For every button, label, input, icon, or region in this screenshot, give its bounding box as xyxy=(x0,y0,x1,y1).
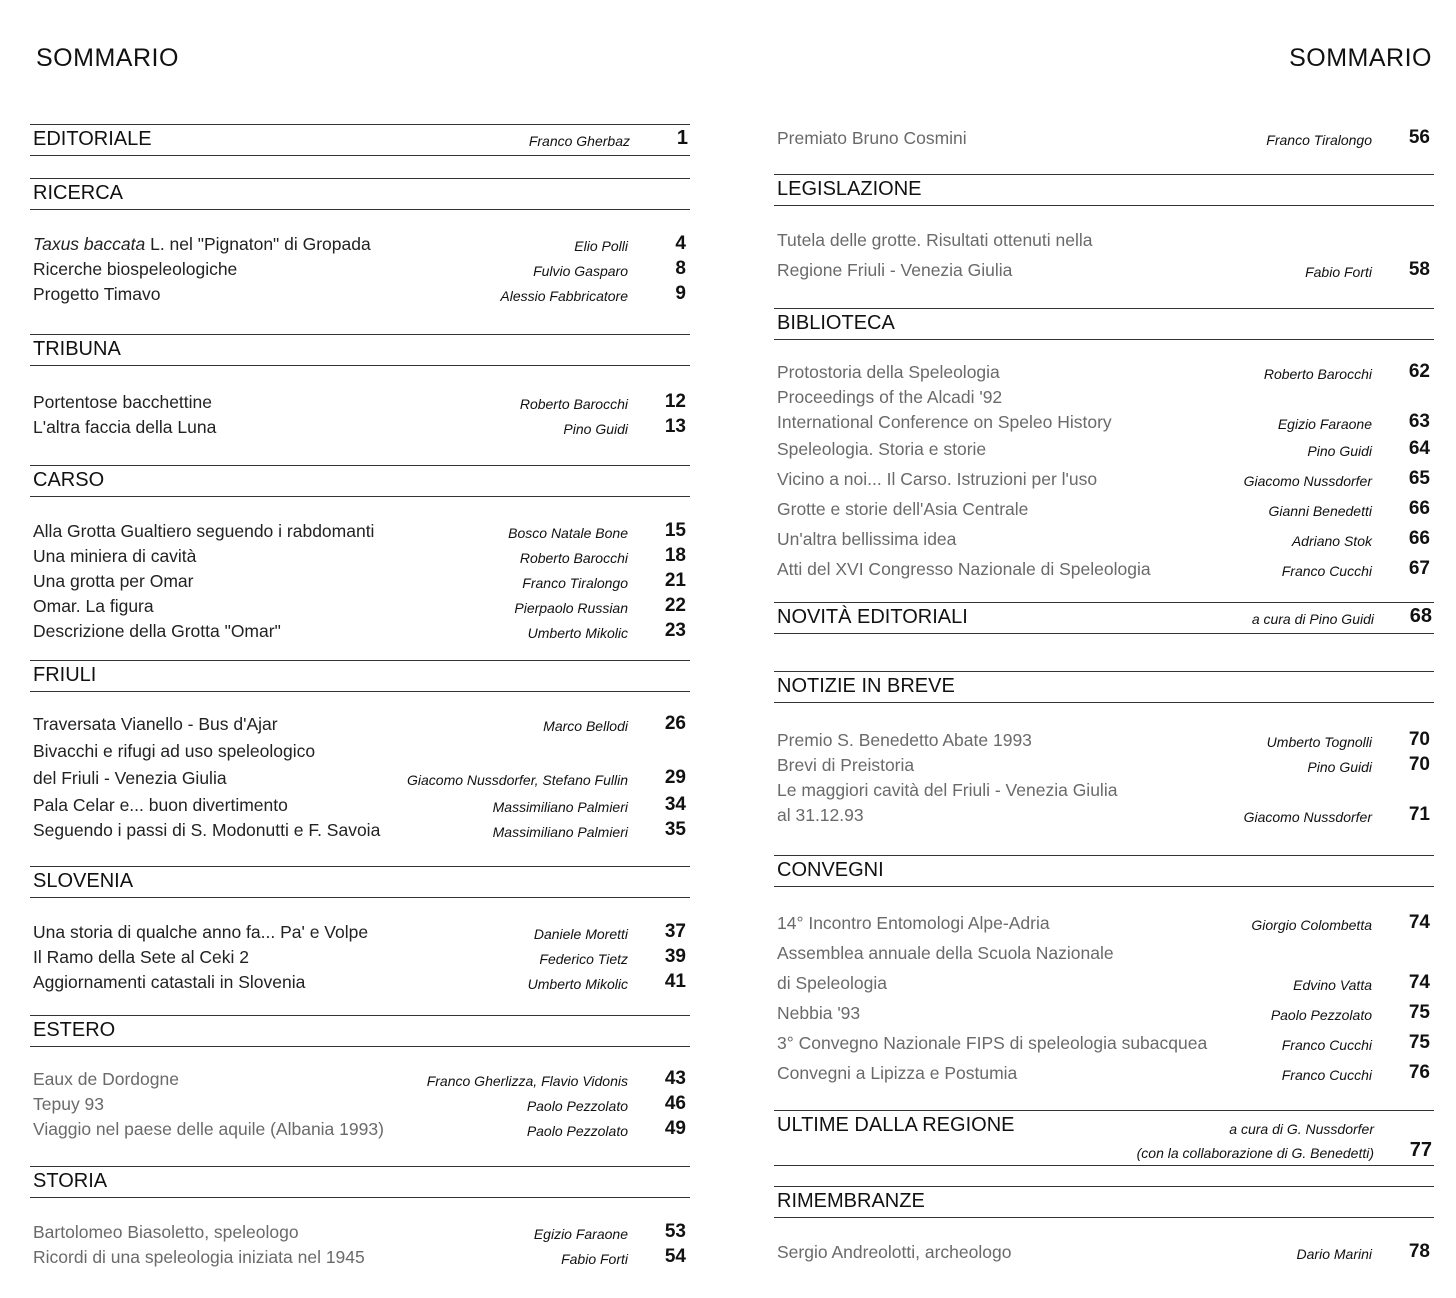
list-item xyxy=(30,415,690,440)
list-item xyxy=(774,911,1434,941)
entry-author: Giacomo Nussdorfer xyxy=(1243,809,1372,825)
list-item xyxy=(30,945,690,970)
section-entries xyxy=(30,232,690,307)
section-entries xyxy=(30,1220,690,1270)
entry-page-number: 46 xyxy=(664,1093,686,1114)
entry-title: Seguendo i passi di S. Modonutti e F. Savoia xyxy=(33,820,381,840)
entry-title: Speleologia. Storia e storie xyxy=(777,439,987,459)
entry-page-number: 4 xyxy=(675,233,686,254)
entry-page-number: 41 xyxy=(664,971,686,992)
entry-author: Gianni Benedetti xyxy=(1268,503,1372,519)
section-header xyxy=(30,660,690,692)
list-item xyxy=(774,228,1434,258)
entry-title: Descrizione della Grotta "Omar" xyxy=(33,621,281,641)
entry-author: Giorgio Colombetta xyxy=(1251,917,1372,933)
list-item xyxy=(774,1240,1434,1265)
entry-title: Eaux de Dordogne xyxy=(33,1069,179,1089)
section-biblioteca xyxy=(774,308,1434,582)
entry-title: Pala Celar e... buon divertimento xyxy=(33,795,288,815)
entry-author: Fabio Forti xyxy=(1305,264,1372,280)
section-entries xyxy=(30,1067,690,1142)
entry-page-number: 74 xyxy=(1408,912,1430,933)
section-entries xyxy=(30,390,690,440)
section-page-number: 1 xyxy=(676,127,688,149)
entry-page-number: 49 xyxy=(664,1118,686,1139)
entry-page-number: 39 xyxy=(664,946,686,967)
entry-title: L'altra faccia della Luna xyxy=(33,417,217,437)
entry-author: Dario Marini xyxy=(1296,1246,1372,1262)
entry-page-number: 34 xyxy=(664,794,686,815)
list-item xyxy=(774,1031,1434,1061)
entry-title: Tepuy 93 xyxy=(33,1094,105,1114)
section-header xyxy=(774,1110,1434,1166)
section-page-number: 77 xyxy=(1409,1139,1432,1161)
entry-author: Pino Guidi xyxy=(1307,759,1372,775)
list-item xyxy=(774,126,1434,151)
entry-title: 14° Incontro Entomologi Alpe-Adria xyxy=(777,913,1050,933)
entry-page-number: 71 xyxy=(1408,804,1430,825)
entry-author: Fulvio Gasparo xyxy=(533,263,628,279)
entry-page-number: 67 xyxy=(1408,558,1430,579)
entry-page-number: 58 xyxy=(1408,259,1430,280)
entry-title: Le maggiori cavità del Friuli - Venezia Giulia xyxy=(777,780,1118,800)
section-title: NOTIZIE IN BREVE xyxy=(777,675,955,697)
entry-page-number: 56 xyxy=(1408,127,1430,148)
entry-title: Nebbia '93 xyxy=(777,1003,861,1023)
entry-author: Roberto Barocchi xyxy=(519,396,628,412)
list-item xyxy=(30,390,690,415)
list-item xyxy=(30,739,690,766)
entry-author: Massimiliano Palmieri xyxy=(492,824,628,840)
list-item xyxy=(774,385,1434,410)
entry-title: Una grotta per Omar xyxy=(33,571,194,591)
list-item xyxy=(774,971,1434,1001)
section-ricerca xyxy=(30,178,690,307)
entry-page-number: 62 xyxy=(1408,361,1430,382)
section-title: ULTIME DALLA REGIONE xyxy=(777,1114,1015,1136)
entry-title: Aggiornamenti catastali in Slovenia xyxy=(33,972,306,992)
entry-page-number: 78 xyxy=(1408,1241,1430,1262)
entry-title: Premiato Bruno Cosmini xyxy=(777,128,967,148)
section-page-number: 68 xyxy=(1409,605,1432,627)
entry-page-number: 66 xyxy=(1408,528,1430,549)
entry-title: Sergio Andreolotti, archeologo xyxy=(777,1242,1012,1262)
entry-title: Una miniera di cavità xyxy=(33,546,197,566)
section-header xyxy=(774,1186,1434,1218)
section-title: TRIBUNA xyxy=(33,338,121,360)
section-notizie-in-breve xyxy=(774,671,1434,828)
entry-page-number: 26 xyxy=(664,713,686,734)
list-item xyxy=(774,753,1434,778)
list-item xyxy=(774,437,1434,467)
entry-author: Pierpaolo Russian xyxy=(514,600,628,616)
entry-author: Paolo Pezzolato xyxy=(1270,1007,1372,1023)
list-item xyxy=(30,920,690,945)
entry-title: Traversata Vianello - Bus d'Ajar xyxy=(33,714,278,734)
list-item xyxy=(30,1220,690,1245)
entry-premiato xyxy=(774,126,1434,151)
entry-author: Franco Cucchi xyxy=(1281,1037,1372,1053)
list-item xyxy=(30,1067,690,1092)
entry-author: Umberto Mikolic xyxy=(527,625,628,641)
entry-author: Fabio Forti xyxy=(561,1251,628,1267)
list-item xyxy=(30,544,690,569)
section-entries xyxy=(774,911,1434,1086)
section-entries xyxy=(30,519,690,644)
section-entries xyxy=(30,920,690,995)
entry-page-number: 53 xyxy=(664,1221,686,1242)
section-title: NOVITÀ EDITORIALI xyxy=(777,606,968,628)
list-item xyxy=(30,519,690,544)
entry-title: Premio S. Benedetto Abate 1993 xyxy=(777,730,1032,750)
entry-author: Roberto Barocchi xyxy=(519,550,628,566)
list-item xyxy=(774,803,1434,828)
entry-title: Progetto Timavo xyxy=(33,284,161,304)
entry-author: Adriano Stok xyxy=(1291,533,1372,549)
entry-title: Bivacchi e rifugi ad uso speleologico xyxy=(33,741,316,761)
list-item xyxy=(30,257,690,282)
list-item xyxy=(30,712,690,739)
entry-author: Egizio Faraone xyxy=(533,1226,628,1242)
section-author: Franco Gherbaz xyxy=(528,133,630,149)
entry-title: al 31.12.93 xyxy=(777,805,864,825)
section-author-secondary: (con la collaborazione di G. Benedetti) xyxy=(1136,1145,1374,1161)
section-friuli xyxy=(30,660,690,843)
entry-title: di Speleologia xyxy=(777,973,887,993)
section-title: CARSO xyxy=(33,469,105,491)
entry-author: Edvino Vatta xyxy=(1293,977,1372,993)
entry-author: Roberto Barocchi xyxy=(1263,366,1372,382)
entry-title: Il Ramo della Sete al Ceki 2 xyxy=(33,947,249,967)
section-entries xyxy=(774,1240,1434,1265)
entry-author: Bosco Natale Bone xyxy=(508,525,628,541)
section-header xyxy=(30,178,690,210)
section-title: STORIA xyxy=(33,1170,108,1192)
entry-title: International Conference on Speleo History xyxy=(777,412,1112,432)
entry-page-number: 18 xyxy=(664,545,686,566)
list-item xyxy=(774,527,1434,557)
entry-author: Paolo Pezzolato xyxy=(526,1123,628,1139)
section-title: LEGISLAZIONE xyxy=(777,178,922,200)
section-slovenia xyxy=(30,866,690,995)
entry-page-number: 12 xyxy=(664,391,686,412)
entry-title: Assemblea annuale della Scuola Nazionale xyxy=(777,943,1114,963)
entry-page-number: 64 xyxy=(1408,438,1430,459)
entry-page-number: 63 xyxy=(1408,411,1430,432)
list-item xyxy=(30,766,690,793)
list-item xyxy=(30,818,690,843)
list-item xyxy=(774,1001,1434,1031)
list-item xyxy=(30,569,690,594)
entry-author: Giacomo Nussdorfer, Stefano Fullin xyxy=(407,772,628,788)
section-author: a cura di Pino Guidi xyxy=(1251,611,1374,627)
list-item xyxy=(30,232,690,257)
entry-title: Brevi di Preistoria xyxy=(777,755,915,775)
list-item xyxy=(774,728,1434,753)
entry-title: Protostoria della Speleologia xyxy=(777,362,1000,382)
section-title: FRIULI xyxy=(33,664,97,686)
entry-page-number: 8 xyxy=(675,258,686,279)
page-title-left: SOMMARIO xyxy=(36,44,179,72)
section-header xyxy=(774,671,1434,703)
section-rimembranze xyxy=(774,1186,1434,1265)
entry-title: Regione Friuli - Venezia Giulia xyxy=(777,260,1013,280)
entry-page-number: 75 xyxy=(1408,1032,1430,1053)
entry-title: Alla Grotta Gualtiero seguendo i rabdomanti xyxy=(33,521,375,541)
list-item xyxy=(774,258,1434,283)
entry-page-number: 43 xyxy=(664,1068,686,1089)
entry-page-number: 15 xyxy=(664,520,686,541)
entry-page-number: 75 xyxy=(1408,1002,1430,1023)
section-legislazione xyxy=(774,174,1434,283)
entry-title: Ricerche biospeleologiche xyxy=(33,259,238,279)
section-header xyxy=(774,602,1434,634)
entry-author: Marco Bellodi xyxy=(543,718,628,734)
entry-author: Franco Cucchi xyxy=(1281,563,1372,579)
section-title: RICERCA xyxy=(33,182,124,204)
section-title: RIMEMBRANZE xyxy=(777,1190,925,1212)
list-item xyxy=(774,1061,1434,1086)
list-item xyxy=(30,1245,690,1270)
entry-page-number: 65 xyxy=(1408,468,1430,489)
list-item xyxy=(774,497,1434,527)
entry-page-number: 74 xyxy=(1408,972,1430,993)
entry-title: Omar. La figura xyxy=(33,596,154,616)
entry-title: Un'altra bellissima idea xyxy=(777,529,957,549)
list-item xyxy=(30,282,690,307)
section-header xyxy=(30,1015,690,1047)
entry-title: 3° Convegno Nazionale FIPS di speleologia subacquea xyxy=(777,1033,1208,1053)
entry-author: Federico Tietz xyxy=(539,951,628,967)
list-item xyxy=(30,594,690,619)
list-item xyxy=(30,970,690,995)
section-editoriale xyxy=(30,124,690,156)
entry-author: Franco Cucchi xyxy=(1281,1067,1372,1083)
section-header xyxy=(30,1166,690,1198)
entry-page-number: 29 xyxy=(664,767,686,788)
entry-author: Paolo Pezzolato xyxy=(526,1098,628,1114)
entry-title: del Friuli - Venezia Giulia xyxy=(33,768,227,788)
list-item xyxy=(774,360,1434,385)
entry-page-number: 37 xyxy=(664,921,686,942)
entry-page-number: 22 xyxy=(664,595,686,616)
section-title: SLOVENIA xyxy=(33,870,134,892)
section-entries xyxy=(774,728,1434,828)
list-item xyxy=(30,619,690,644)
list-item xyxy=(774,557,1434,582)
entry-title: Viaggio nel paese delle aquile (Albania 1993) xyxy=(33,1119,384,1139)
page-title-right: SOMMARIO xyxy=(1289,44,1432,72)
section-estero xyxy=(30,1015,690,1142)
section-entries xyxy=(774,360,1434,582)
section-ultime-dalla-regione xyxy=(774,1110,1434,1166)
entry-author: Alessio Fabbricatore xyxy=(500,288,628,304)
entry-author: Elio Polli xyxy=(574,238,628,254)
section-header xyxy=(30,124,690,156)
entry-page-number: 70 xyxy=(1408,729,1430,750)
section-title: CONVEGNI xyxy=(777,859,884,881)
list-item xyxy=(774,410,1434,437)
list-item xyxy=(30,1117,690,1142)
entry-author: Franco Gherlizza, Flavio Vidonis xyxy=(426,1073,628,1089)
section-author: a cura di G. Nussdorfer xyxy=(1229,1121,1374,1137)
list-item xyxy=(30,793,690,818)
list-item xyxy=(774,778,1434,803)
entry-page-number: 35 xyxy=(664,819,686,840)
entry-page-number: 54 xyxy=(664,1246,686,1267)
section-header xyxy=(774,855,1434,887)
section-title: BIBLIOTECA xyxy=(777,312,895,334)
entry-author: Umberto Mikolic xyxy=(527,976,628,992)
list-item xyxy=(30,1092,690,1117)
entry-title: Tutela delle grotte. Risultati ottenuti nella xyxy=(777,230,1093,250)
section-title: EDITORIALE xyxy=(33,128,152,150)
entry-title: Taxus baccata L. nel "Pignaton" di Gropada xyxy=(33,234,371,254)
section-entries xyxy=(774,228,1434,283)
section-title: ESTERO xyxy=(33,1019,116,1041)
entry-title: Bartolomeo Biasoletto, speleologo xyxy=(33,1222,299,1242)
entry-author: Daniele Moretti xyxy=(533,926,628,942)
section-header xyxy=(30,866,690,898)
section-header xyxy=(30,465,690,497)
section-header xyxy=(774,174,1434,206)
entry-title: Una storia di qualche anno fa... Pa' e Volpe xyxy=(33,922,369,942)
entry-page-number: 23 xyxy=(664,620,686,641)
entry-page-number: 9 xyxy=(675,283,686,304)
entry-title: Atti del XVI Congresso Nazionale di Speleologia xyxy=(777,559,1151,579)
section-header xyxy=(774,308,1434,340)
entry-author: Franco Tiralongo xyxy=(522,575,628,591)
entry-page-number: 76 xyxy=(1408,1062,1430,1083)
section-tribuna xyxy=(30,334,690,440)
section-novita-editoriali xyxy=(774,602,1434,634)
entry-title: Grotte e storie dell'Asia Centrale xyxy=(777,499,1029,519)
section-storia xyxy=(30,1166,690,1270)
entry-author: Pino Guidi xyxy=(1307,443,1372,459)
entry-page-number: 21 xyxy=(664,570,686,591)
entry-title: Portentose bacchettine xyxy=(33,392,213,412)
section-header xyxy=(30,334,690,366)
entry-page-number: 70 xyxy=(1408,754,1430,775)
section-carso xyxy=(30,465,690,644)
entry-title: Ricordi di una speleologia iniziata nel 1945 xyxy=(33,1247,365,1267)
entry-author: Franco Tiralongo xyxy=(1266,132,1372,148)
entry-author: Massimiliano Palmieri xyxy=(492,799,628,815)
section-entries xyxy=(30,712,690,843)
entry-author: Pino Guidi xyxy=(563,421,628,437)
list-item xyxy=(774,941,1434,971)
entry-page-number: 13 xyxy=(664,416,686,437)
entry-author: Umberto Tognolli xyxy=(1266,734,1372,750)
entry-title: Convegni a Lipizza e Postumia xyxy=(777,1063,1018,1083)
list-item xyxy=(774,467,1434,497)
entry-author: Giacomo Nussdorfer xyxy=(1243,473,1372,489)
entry-author: Egizio Faraone xyxy=(1277,416,1372,432)
section-convegni xyxy=(774,855,1434,1086)
entry-title: Vicino a noi... Il Carso. Istruzioni per l'uso xyxy=(777,469,1098,489)
entry-page-number: 66 xyxy=(1408,498,1430,519)
entry-title: Proceedings of the Alcadi '92 xyxy=(777,387,1003,407)
